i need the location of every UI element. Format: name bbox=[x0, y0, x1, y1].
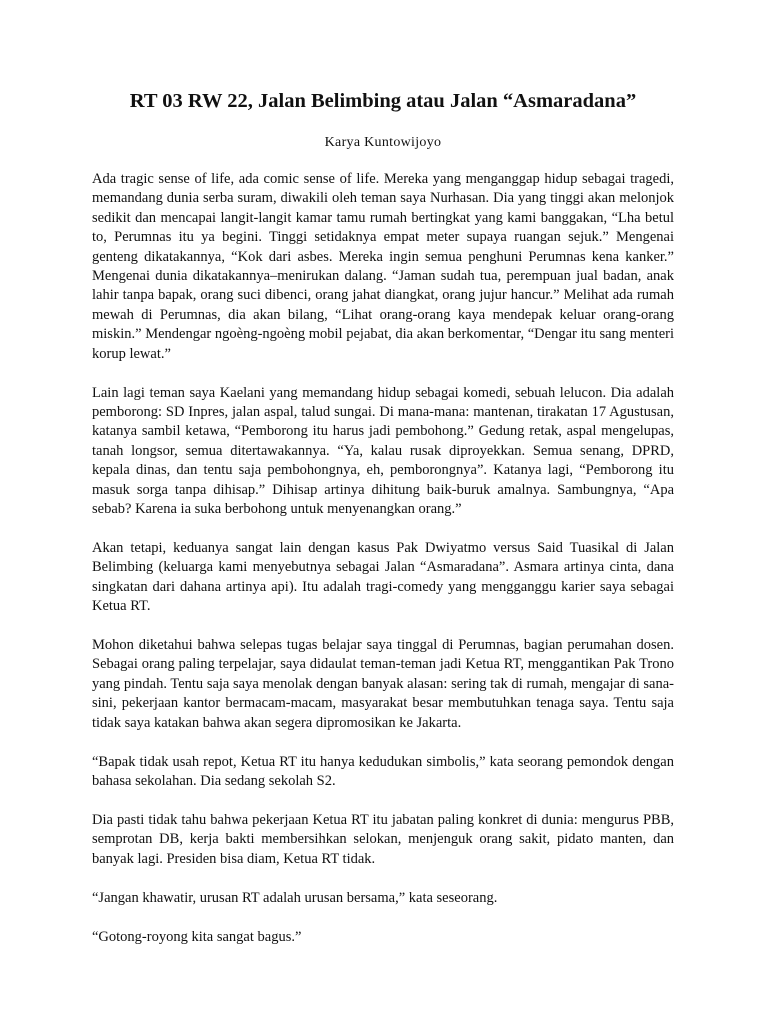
paragraph: Mohon diketahui bahwa selepas tugas belajar saya tinggal di Perumnas, bagian perumahan dosen. Sebagai orang paling terpelajar, saya didaulat teman-teman jadi Ketua RT, menggantikan Pak Trono yang pindah. Tentu saja saya menolak dengan banyak alasan: sering tak di rumah, mengajar di sana-sini, pekerjaan kantor bermacam-macam, masyarakat besar membutuhkan tenaga saya. Tentu saja tidak saya katakan bahwa akan segera dipromosikan ke Jakarta. bbox=[92, 637, 674, 731]
paragraph: “Jangan khawatir, urusan RT adalah urusan bersama,” kata seseorang. bbox=[92, 889, 498, 906]
paragraph: Ada tragic sense of life, ada comic sense of life. Mereka yang menganggap hidup sebagai tragedi, memandang dunia serba suram, diwakili oleh teman saya Nurhasan. Dia yang tinggi akan melonjok sedikit dan mencapai langit-langit kamar tamu rumah bertingkat yang kami banggakan, “Lha betul to, Perumnas itu ya begini. Tinggi setidaknya empat meter supaya ruangan sejuk.” Mengenai genteng dikatakannya, “Kok dari asbes. Mereka ingin semua penghuni Perumnas kena kanker.” Mengenai dunia dikatakannya–menirukan dalang. “Jaman sudah tua, perempuan jual badan, anak lahir tanpa bapak, orang suci dibenci, orang jahat diangkat, orang jujur hancur.” Melihat ada rumah mewah di Perumnas, dia akan bilang, “Lihat orang-orang kaya mendepak keluar orang-orang miskin.” Mendengar ngoèng-ngoèng mobil pejabat, dia akan berkomentar, “Dengar itu sang menteri korup lewat.” bbox=[92, 171, 674, 362]
paragraph: “Gotong-royong kita sangat bagus.” bbox=[92, 928, 302, 945]
document-title: RT 03 RW 22, Jalan Belimbing atau Jalan “Asmaradana” bbox=[129, 90, 637, 112]
document-page bbox=[92, 88, 674, 966]
document-body bbox=[92, 170, 674, 947]
document-author: Karya Kuntowijoyo bbox=[324, 135, 442, 150]
paragraph: “Bapak tidak usah repot, Ketua RT itu hanya kedudukan simbolis,” kata seorang pemondok dengan bahasa sekolahan. Dia sedang sekolah S2. bbox=[92, 753, 674, 789]
paragraph: Lain lagi teman saya Kaelani yang memandang hidup sebagai komedi, sebuah lelucon. Dia adalah pemborong: SD Inpres, jalan aspal, talud sungai. Di mana-mana: mantenan, tirakatan 17 Agustusan, katanya sambil ketawa, “Pemborong itu harus jadi pembohong.” Gedung retak, aspal mengelupas, tanah longsor, semua ditertawakannya. “Ya, kalau rusak diproyekkan. Semua senang, DPRD, kepala dinas, dan tentu saja pembohongnya, eh, pemborongnya”. Katanya lagi, “Pemborong itu masuk sorga tanpa dihisap.” Dihisap artinya dihitung baik-buruk amalnya. Sambungnya, “Apa sebab? Karena ia suka berbohong untuk menyenangkan orang.” bbox=[92, 384, 674, 517]
paragraph: Dia pasti tidak tahu bahwa pekerjaan Ketua RT itu jabatan paling konkret di dunia: mengurus PBB, semprotan DB, kerja bakti membersihkan selokan, menjenguk orang sakit, pidato manten, dan banyak lagi. Presiden bisa diam, Ketua RT tidak. bbox=[92, 811, 674, 867]
paragraph: Akan tetapi, keduanya sangat lain dengan kasus Pak Dwiyatmo versus Said Tuasikal di Jalan Belimbing (keluarga kami menyebutnya sebagai Jalan “Asmaradana”. Asmara artinya cinta, dana singkatan dari dahana artinya api). Itu adalah tragi-comedy yang mengganggu karier saya sebagai Ketua RT. bbox=[92, 539, 674, 615]
